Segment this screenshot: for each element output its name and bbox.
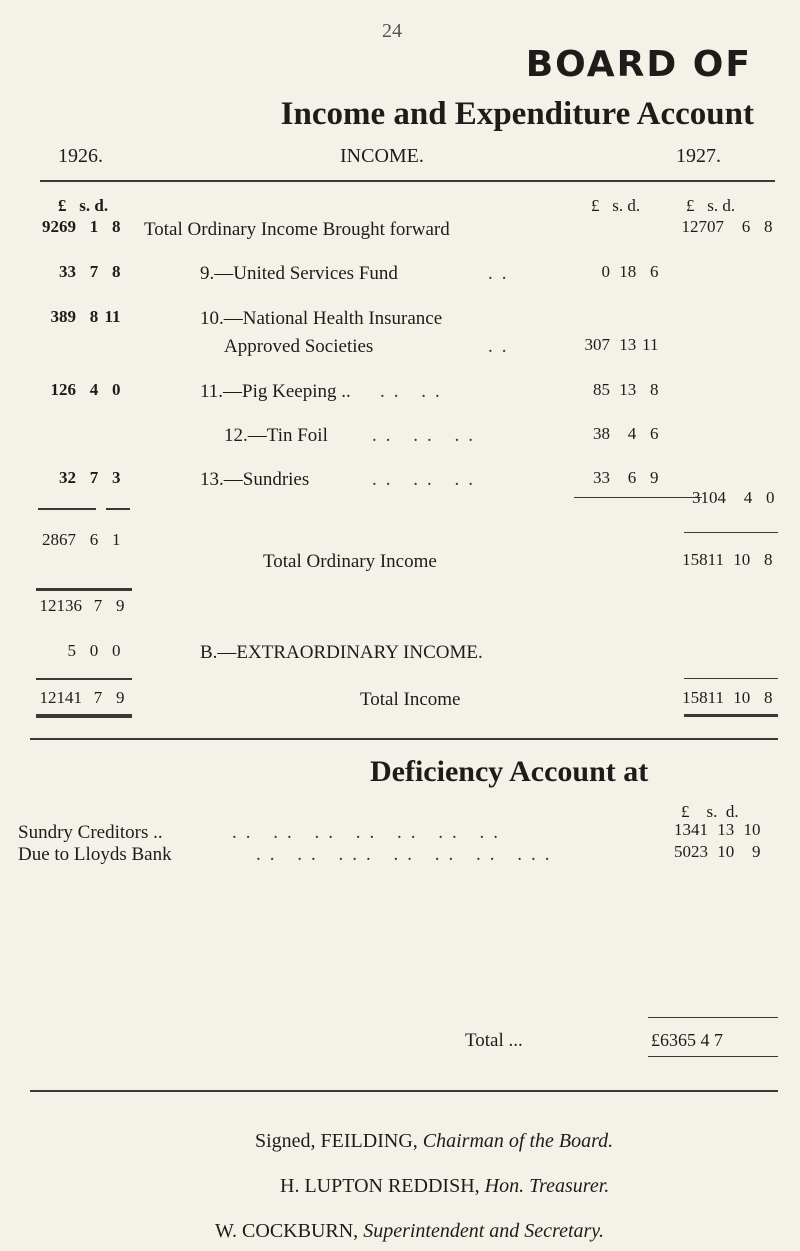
row5-dots: .. .. .. — [372, 425, 482, 446]
row6-label: 13.—Sundries — [200, 469, 310, 490]
row6-amount1: 33 6 9 — [593, 468, 659, 487]
extraordinary-prev-amount: 5 0 0 — [67, 641, 121, 660]
row6-prev-amount: 32 7 3 — [59, 468, 121, 487]
row2-prev-amount: 33 7 8 — [59, 262, 121, 281]
signature-divider — [30, 1090, 778, 1092]
row3-dots: .. — [488, 336, 516, 357]
year-left: 1926. — [58, 145, 103, 167]
prev-total-ordinary: 12136 7 9 — [39, 596, 125, 615]
section-divider — [30, 738, 778, 740]
row4-label: 11.—Pig Keeping .. — [200, 381, 351, 402]
deficiency-item-bank-dots: .. .. ... .. .. .. ... — [256, 844, 559, 865]
row1-amount2: 12707 6 8 — [681, 217, 773, 236]
row4-prev-amount: 126 4 0 — [50, 380, 121, 399]
deficiency-total-label: Total ... — [465, 1030, 523, 1051]
row3-amount1: 307 13 11 — [584, 335, 659, 354]
deficiency-item-bank-amount: 5023 10 9 — [674, 842, 761, 861]
row3-label: 10.—National Health Insurance — [200, 308, 443, 329]
deficiency-item-creditors-amount: 1341 13 10 — [674, 820, 761, 839]
col2-total-rule — [684, 532, 778, 533]
row1-label: Total Ordinary Income Brought forward — [144, 219, 450, 240]
grand-total-double-rule-prev — [36, 714, 132, 718]
total-ordinary-amount: 15811 10 8 — [682, 550, 773, 569]
deficiency-heading: Deficiency Account at — [370, 755, 649, 788]
row5-amount1: 38 4 6 — [593, 424, 659, 443]
grand-total-rule-col2 — [684, 678, 778, 679]
total-ordinary-label: Total Ordinary Income — [263, 551, 437, 572]
row3-prev-amount: 389 8 11 — [50, 307, 121, 326]
row1-prev-amount: 9269 1 8 — [42, 217, 121, 236]
row4-dots: .. .. — [380, 381, 449, 402]
deficiency-total-rule — [648, 1017, 778, 1018]
row4-amount1: 85 13 8 — [593, 380, 659, 399]
board-heading: BOARD OF — [525, 44, 752, 85]
grand-total-rule-prev — [36, 678, 132, 680]
row2-label: 9.—United Services Fund — [200, 263, 398, 284]
deficiency-item-creditors-dots: .. .. .. .. .. .. .. — [232, 822, 507, 843]
prev-total-rule — [36, 588, 132, 591]
extraordinary-label: B.—EXTRAORDINARY INCOME. — [200, 642, 483, 663]
row2-amount1: 0 18 6 — [601, 262, 659, 281]
row3-label-continued: Approved Societies — [224, 336, 374, 357]
signature-treasurer: H. LUPTON REDDISH, Hon. Treasurer. — [280, 1175, 610, 1197]
deficiency-total-amount: £6365 4 7 — [651, 1030, 723, 1050]
grand-total-label: Total Income — [360, 689, 461, 710]
page-number: 24 — [382, 20, 402, 42]
prev-currency-heads: £ s. d. — [58, 196, 109, 215]
row2-dots: .. — [488, 263, 516, 284]
prev-subtotal-rule-a — [38, 508, 96, 510]
signature-chairman: Signed, FEILDING, Chairman of the Board. — [255, 1130, 614, 1152]
deficiency-item-bank: Due to Lloyds Bank — [18, 844, 172, 865]
year-right: 1927. — [676, 145, 721, 167]
deficiency-item-creditors: Sundry Creditors .. — [18, 822, 163, 843]
signature-superintendent: W. COCKBURN, Superintendent and Secretary. — [215, 1220, 605, 1242]
deficiency-currency-heads: £ s. d. — [681, 802, 739, 821]
row5-label: 12.—Tin Foil — [224, 425, 328, 446]
deficiency-total-underline — [648, 1056, 778, 1057]
row6-dots: .. .. .. — [372, 469, 482, 490]
col1-currency-heads: £ s. d. — [591, 196, 641, 215]
prev-subtotal-rule-b — [106, 508, 130, 510]
section-heading: INCOME. — [340, 145, 424, 167]
grand-total-amount: 15811 10 8 — [682, 688, 773, 707]
grand-total-prev: 12141 7 9 — [39, 688, 125, 707]
col2-currency-heads: £ s. d. — [686, 196, 736, 215]
account-title: Income and Expenditure Account — [280, 96, 754, 132]
grand-total-double-rule-col2 — [684, 714, 778, 717]
header-rule — [40, 180, 775, 182]
prev-subtotal: 2867 6 1 — [42, 530, 121, 549]
row6-amount2: 3104 4 0 — [692, 488, 775, 507]
